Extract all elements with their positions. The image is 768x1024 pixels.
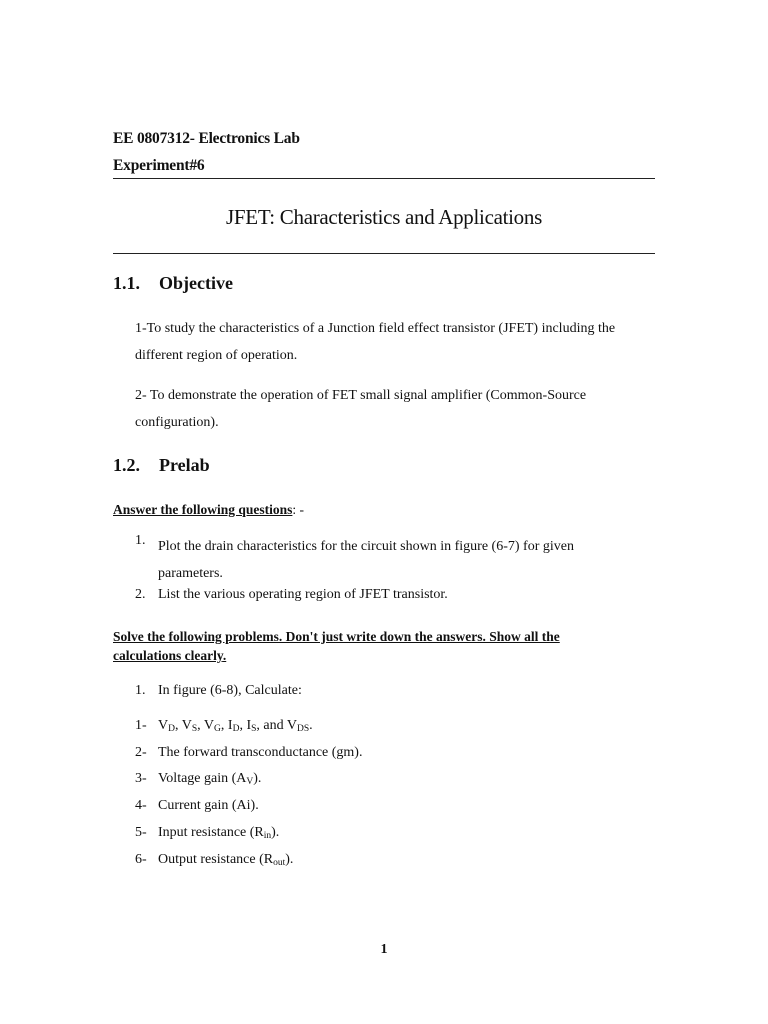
question-1-line-1: Plot the drain characteristics for the circuit shown in figure (6-7) for given xyxy=(158,539,574,554)
subscript: S xyxy=(191,724,198,734)
subscript: V xyxy=(246,777,254,787)
subscript: G xyxy=(214,724,221,734)
calc-text xyxy=(158,718,313,733)
list-item xyxy=(135,533,158,549)
subscript: D xyxy=(168,724,175,734)
subscript: S xyxy=(251,724,257,734)
calc-item xyxy=(135,718,313,734)
list-item xyxy=(135,587,448,603)
list-number: 6- xyxy=(135,852,147,867)
list-number: 1. xyxy=(135,683,146,698)
list-number: 1- xyxy=(135,718,147,733)
calc-text xyxy=(158,771,261,786)
section-prelab-heading xyxy=(113,455,210,476)
text-run: , V xyxy=(175,718,192,733)
subscript: out xyxy=(273,858,286,868)
problem-text: In figure (6-8), Calculate: xyxy=(158,683,302,698)
solve-instructions xyxy=(113,627,658,665)
subscript: in xyxy=(263,831,272,841)
subscript: DS xyxy=(296,724,310,734)
objective-item-1 xyxy=(135,315,655,369)
calc-item xyxy=(135,852,293,868)
section-title: Objective xyxy=(159,273,233,293)
list-number: 5- xyxy=(135,825,147,840)
solve-dot: . xyxy=(222,648,227,663)
objective-item-1-line-2: different region of operation. xyxy=(135,348,298,363)
text-run: , I xyxy=(220,718,233,733)
text-run: ). xyxy=(253,771,262,786)
text-run: , and V xyxy=(256,718,297,733)
list-number: 4- xyxy=(135,798,147,813)
text-run: Voltage gain (A xyxy=(158,771,247,786)
text-run: Input resistance (R xyxy=(158,825,264,840)
list-number: 3- xyxy=(135,771,147,786)
course-title: EE 0807312- Electronics Lab xyxy=(113,130,300,147)
objective-item-1-line-1: 1-To study the characteristics of a Junction field effect transistor (JFET) including the xyxy=(135,321,616,336)
title-rule xyxy=(113,253,655,254)
section-objective-heading xyxy=(113,273,233,294)
section-title: Prelab xyxy=(159,455,210,475)
text-run: ). xyxy=(271,825,280,840)
calc-item xyxy=(135,798,259,814)
section-number: 1.1. xyxy=(113,273,140,293)
page-number: 1 xyxy=(380,942,388,957)
text-run: Output resistance (R xyxy=(158,852,274,867)
section-number: 1.2. xyxy=(113,455,140,475)
problem-item xyxy=(135,683,302,699)
answer-intro xyxy=(113,502,304,518)
calc-item xyxy=(135,745,362,761)
question-1-line-2: parameters. xyxy=(158,566,223,581)
objective-item-2-line-2: configuration). xyxy=(135,415,219,430)
calc-text: The forward transconductance (gm). xyxy=(158,745,363,760)
calc-item xyxy=(135,771,261,787)
answer-intro-label: Answer the following questions xyxy=(113,502,293,517)
text-run: , V xyxy=(197,718,215,733)
list-number: 1. xyxy=(135,533,146,548)
question-2-text: List the various operating region of JFET transistor. xyxy=(158,587,448,602)
text-run: ). xyxy=(285,852,294,867)
question-1-text xyxy=(158,533,655,587)
document-title: JFET: Characteristics and Applications xyxy=(226,205,542,229)
calc-item xyxy=(135,825,279,841)
solve-line-2: calculations clearly xyxy=(113,648,223,663)
objective-item-2 xyxy=(135,382,655,436)
header-rule xyxy=(113,178,655,179)
experiment-number: Experiment#6 xyxy=(113,157,205,174)
calc-text xyxy=(158,852,293,867)
text-run: . xyxy=(309,718,313,733)
text-run: V xyxy=(158,718,169,733)
answer-intro-suffix: : - xyxy=(292,502,305,517)
calc-text: Current gain (Ai). xyxy=(158,798,259,813)
solve-line-1: Solve the following problems. Don't just write down the answers. Show all the xyxy=(113,629,560,644)
objective-item-2-line-1: 2- To demonstrate the operation of FET small signal amplifier (Common-Source xyxy=(135,388,587,403)
list-number: 2. xyxy=(135,587,146,602)
subscript: D xyxy=(232,724,240,734)
list-number: 2- xyxy=(135,745,147,760)
text-run: , I xyxy=(239,718,252,733)
calc-text xyxy=(158,825,279,840)
